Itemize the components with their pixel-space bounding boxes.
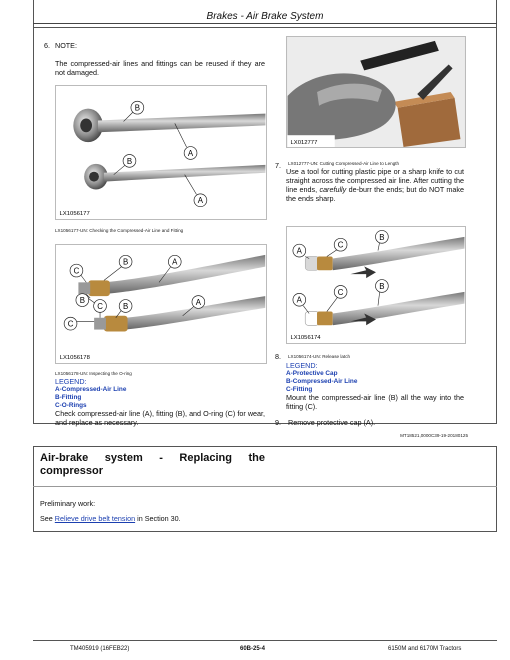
preliminary-work-label: Preliminary work: [40, 499, 96, 508]
footer-doc-id: TM405919 (16FEB22) [70, 646, 130, 652]
figure-1-caption: LX1056177-UN: Checking the Compressed-Air Line and Fitting [55, 228, 184, 233]
svg-text:A: A [296, 295, 302, 305]
svg-text:C: C [337, 240, 344, 250]
figure-4-caption: LX1056174-UN: Release latch [288, 354, 351, 359]
step-7-text: Use a tool for cutting plastic pipe or a sharp knife to cut straight across the compressed air line. After cutting the line ends, carefully de-burr the ends; but do NOT make the ends sharp. [286, 167, 465, 203]
upper-cap-fitting [305, 237, 464, 278]
footer-rule [33, 640, 497, 641]
legend-item: B-Fitting [55, 394, 82, 401]
relieve-belt-tension-link[interactable]: Relieve drive belt tension [54, 514, 136, 523]
svg-text:B: B [379, 281, 385, 291]
step-7-number: 7. [275, 161, 281, 170]
step-6-label: NOTE: [55, 41, 77, 50]
svg-text:B: B [126, 156, 133, 166]
svg-text:B: B [122, 257, 129, 267]
callout-a-lower [185, 175, 207, 207]
wood-block [394, 92, 461, 147]
figure-2-legend [55, 386, 126, 410]
legend-item: A-Compressed-Air Line [55, 386, 127, 393]
step-9-text: Remove protective cap (A). [288, 418, 376, 427]
figure-cutting-line [286, 36, 466, 148]
lower-fitting-assembly [84, 164, 265, 190]
figure-3-id: LX012777 [290, 140, 318, 147]
figure-o-ring [55, 244, 267, 364]
footer-page-number: 60B-25-4 [240, 646, 266, 652]
step-6-text: The compressed-air lines and fittings can be reused if they are not damaged. [55, 59, 265, 77]
page-header: Brakes - Air Brake System [33, 9, 497, 24]
legend-item: C-Fitting [286, 386, 313, 393]
svg-text:B: B [79, 296, 85, 306]
svg-text:A: A [172, 257, 178, 267]
svg-text:C: C [67, 319, 74, 329]
step-8-legend [286, 370, 357, 394]
upper-fitting-assembly [73, 109, 265, 142]
figure-4-id: LX1056174 [290, 335, 321, 342]
legend-item: A-Protective Cap [286, 370, 338, 377]
footer-model: 6150M and 6170M Tractors [388, 646, 462, 652]
lower-line-fitting [94, 296, 265, 331]
svg-text:A: A [197, 196, 204, 206]
figure-2-legend-title: LEGEND: [55, 377, 87, 386]
section-title: Air-brake system - Replacing the compressor [40, 452, 265, 477]
inspection-text: Check compressed-air line (A), fitting (B), and O-ring (C) for wear, and replace as necessary. [55, 409, 265, 427]
legend-item: B-Compressed-Air Line [286, 378, 358, 385]
step-6-number: 6. [44, 41, 50, 50]
step-8-text: Mount the compressed-air line (B) all the way into the fitting (C). [286, 393, 464, 411]
step-8-number: 8. [275, 352, 281, 361]
svg-text:B: B [379, 232, 385, 242]
doc-reference: MT18521,0000C39-19-20180125 [400, 433, 468, 438]
step-9-number: 9. [275, 418, 281, 427]
figure-3-caption: LX012777-UN: Cutting Compressed-Air Line to Length [288, 161, 400, 166]
svg-text:B: B [122, 301, 129, 311]
svg-text:B: B [134, 103, 140, 113]
figure-air-line-fitting [55, 85, 267, 220]
svg-text:C: C [97, 301, 103, 311]
svg-text:A: A [187, 148, 194, 158]
svg-text:C: C [337, 287, 344, 297]
figure-release-latch [286, 226, 466, 344]
figure-2-caption: LX1056178-UN: Inspecting the O-ring [55, 371, 132, 376]
figure-2-id: LX1056178 [59, 355, 90, 362]
figure-1-id: LX1056177 [59, 211, 90, 218]
legend-item: C-O-Rings [55, 402, 87, 409]
preliminary-work-text: See Relieve drive belt tension in Section 30. [40, 514, 181, 523]
svg-text:A: A [195, 297, 201, 307]
svg-text:C: C [73, 266, 80, 276]
callout-b-upper [124, 101, 144, 121]
section-divider [33, 486, 497, 487]
step-8-legend-title: LEGEND: [286, 361, 318, 370]
svg-text:A: A [296, 246, 302, 256]
